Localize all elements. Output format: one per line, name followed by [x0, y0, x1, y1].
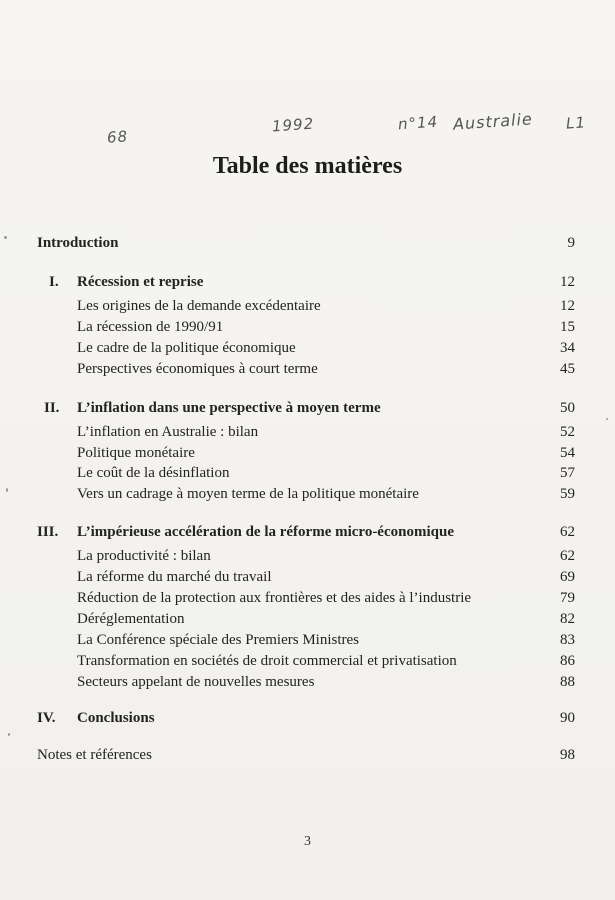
toc-page-number: 82 — [560, 611, 575, 627]
toc-page-number: 86 — [560, 653, 575, 669]
toc-row[interactable] — [0, 546, 615, 567]
toc-label: La récession de 1990/91 — [77, 319, 224, 335]
toc-page-number: 45 — [560, 361, 575, 377]
handwritten-note: L1 — [565, 113, 587, 133]
toc-label: Transformation en sociétés de droit commercial et privatisation — [77, 653, 457, 669]
page-number: 3 — [304, 834, 311, 849]
handwritten-note: n°14 — [397, 112, 439, 134]
toc-page-number: 54 — [560, 445, 575, 461]
toc-page-number: 34 — [560, 340, 575, 356]
toc-label: Vers un cadrage à moyen terme de la politique monétaire — [77, 486, 419, 502]
toc-numeral: II. — [44, 400, 60, 416]
toc-row[interactable] — [0, 338, 615, 359]
scan-speck — [8, 733, 10, 736]
toc-page-number: 12 — [560, 274, 575, 290]
toc-label: La réforme du marché du travail — [77, 569, 272, 585]
toc-row[interactable] — [0, 630, 615, 651]
toc-row[interactable] — [0, 296, 615, 317]
toc-numeral: IV. — [37, 710, 56, 726]
toc-label: L’inflation en Australie : bilan — [77, 424, 259, 440]
toc-page-number: 52 — [560, 424, 575, 440]
toc-page-number: 79 — [560, 590, 575, 606]
toc-row[interactable] — [0, 609, 615, 630]
toc-row-introduction[interactable] — [0, 233, 615, 254]
handwritten-note: Australie — [452, 109, 534, 134]
scan-speck — [6, 488, 8, 492]
toc-page-number: 12 — [560, 298, 575, 314]
toc-page-number: 98 — [560, 747, 575, 763]
toc-page-number: 50 — [560, 400, 575, 416]
toc-page-number: 69 — [560, 569, 575, 585]
toc-page-number: 15 — [560, 319, 575, 335]
toc-label: Réduction de la protection aux frontières et des aides à l’industrie — [77, 590, 472, 606]
toc-label: Déréglementation — [77, 611, 185, 627]
toc-row-chapter-4[interactable] — [0, 708, 615, 729]
toc-page-number: 83 — [560, 632, 575, 648]
toc-row[interactable] — [0, 359, 615, 380]
toc-row[interactable] — [0, 651, 615, 672]
scan-speck — [606, 418, 608, 420]
toc-row-chapter-2[interactable] — [0, 398, 615, 419]
toc-row-chapter-1[interactable] — [0, 272, 615, 293]
toc-row[interactable] — [0, 484, 615, 505]
toc-page-number: 90 — [560, 710, 575, 726]
handwritten-note: 68 — [106, 127, 129, 147]
toc-numeral: I. — [49, 274, 59, 290]
toc-row[interactable] — [0, 567, 615, 588]
toc-page-number: 59 — [560, 486, 575, 502]
toc-page-number: 88 — [560, 674, 575, 690]
toc-page-number: 62 — [560, 524, 575, 540]
toc-label: Récession et reprise — [77, 274, 204, 290]
toc-label: Le coût de la désinflation — [77, 465, 230, 481]
toc-label: Conclusions — [77, 710, 155, 726]
toc-label: Le cadre de la politique économique — [77, 340, 296, 356]
toc-label: L’impérieuse accélération de la réforme micro-économique — [77, 524, 454, 540]
toc-row[interactable] — [0, 463, 615, 484]
scan-speck — [4, 236, 7, 239]
toc-label: Secteurs appelant de nouvelles mesures — [77, 674, 315, 690]
toc-label: Introduction — [37, 235, 119, 251]
toc-row[interactable] — [0, 443, 615, 464]
toc-label: La Conférence spéciale des Premiers Ministres — [77, 632, 359, 648]
toc-label: Les origines de la demande excédentaire — [77, 298, 321, 314]
toc-page-number: 9 — [567, 235, 575, 251]
toc-page-number: 57 — [560, 465, 575, 481]
toc-row-chapter-3[interactable] — [0, 522, 615, 543]
toc-label: La productivité : bilan — [77, 548, 211, 564]
toc-row[interactable] — [0, 672, 615, 693]
toc-row[interactable] — [0, 422, 615, 443]
toc-label: L’inflation dans une perspective à moyen terme — [77, 400, 381, 416]
toc-page-number: 62 — [560, 548, 575, 564]
toc-row[interactable] — [0, 588, 615, 609]
page-title: Table des matières — [212, 153, 403, 179]
toc-label: Perspectives économiques à court terme — [77, 361, 318, 377]
handwritten-note: 1992 — [271, 114, 315, 136]
toc-row[interactable] — [0, 317, 615, 338]
toc-label: Notes et références — [37, 747, 152, 763]
toc-row-notes[interactable] — [0, 745, 615, 766]
toc-label: Politique monétaire — [77, 445, 195, 461]
toc-numeral: III. — [37, 524, 59, 540]
